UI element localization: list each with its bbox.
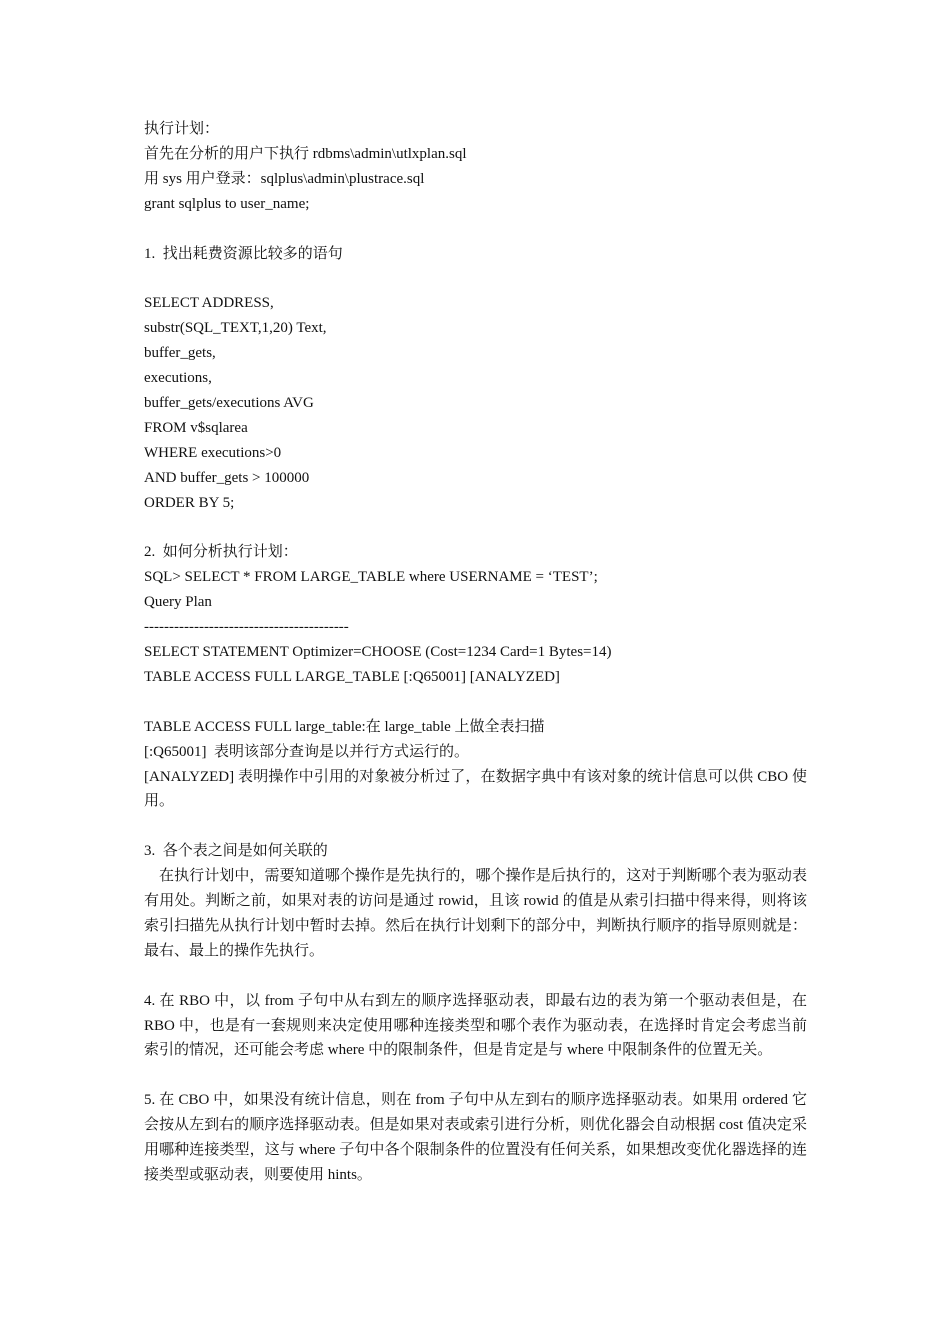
- spacer: [144, 690, 807, 715]
- plan-line: SELECT STATEMENT Optimizer=CHOOSE (Cost=1234 Card=1 Bytes=14): [144, 643, 612, 660]
- sql-line: substr(SQL_TEXT,1,20) Text,: [144, 320, 327, 337]
- sql-line: executions,: [144, 370, 212, 387]
- document-page: [144, 117, 807, 1188]
- sql-line: AND buffer_gets > 100000: [144, 469, 310, 486]
- section-2-heading: 2. 如何分析执行计划：: [144, 544, 298, 561]
- plan-note: [ANALYZED] 表明操作中引用的对象被分析过了，在数据字典中有该对象的统计信息可以供 CBO 使用。: [144, 768, 807, 810]
- section-4-body: 4. 在 RBO 中，以 from 子句中从右到左的顺序选择驱动表，即最右边的表为第一个驱动表但是，在 RBO 中，也是有一套规则来决定使用哪种连接类型和哪个表作为驱动表，在选择时肯定会考虑当前索引的情况，还可能会考虑 where 中的限制条件，但是肯定是与 where 中限制条件的位置无关。: [144, 992, 807, 1059]
- section-3-heading: 3. 各个表之间是如何关联的: [144, 843, 328, 860]
- intro-title: 执行计划：: [144, 121, 220, 137]
- sql-line: ORDER BY 5;: [144, 494, 235, 511]
- plan-line: SQL> SELECT * FROM LARGE_TABLE where USERNAME = ‘TEST’;: [144, 569, 598, 586]
- intro-line: 用 sys 用户登录：sqlplus\admin\plustrace.sql: [144, 170, 425, 187]
- section-3-body: 在执行计划中，需要知道哪个操作是先执行的，哪个操作是后执行的，这对于判断哪个表为驱动表有用处。判断之前，如果对表的访问是通过 rowid，且该 rowid 的值是从索引扫描中得来得，则将该索引扫描先从执行计划中暂时去掉。然后在执行计划剩下的部分中，判断执行顺序的指导原则就是：最右、最上的操作先执行。: [144, 868, 807, 959]
- spacer: [144, 266, 807, 291]
- spacer: [144, 515, 807, 540]
- plan-note: TABLE ACCESS FULL large_table:在 large_table 上做全表扫描: [144, 718, 545, 735]
- intro-line: 首先在分析的用户下执行 rdbms\admin\utlxplan.sql: [144, 145, 467, 162]
- plan-line: TABLE ACCESS FULL LARGE_TABLE [:Q65001] [ANALYZED]: [144, 668, 560, 685]
- spacer: [144, 217, 807, 242]
- section-5-body: 5. 在 CBO 中，如果没有统计信息，则在 from 子句中从左到右的顺序选择驱动表。如果用 ordered 它会按从左到右的顺序选择驱动表。但是如果对表或索引进行分析，则优化器会自动根据 cost 值决定采用哪种连接类型，这与 where 子句中各个限制条件的位置没有任何关系，如果想改变优化器选择的连接类型或驱动表，则要使用 hints。: [144, 1092, 807, 1183]
- section-1-heading: 1. 找出耗费资源比较多的语句: [144, 245, 343, 262]
- sql-line: SELECT ADDRESS,: [144, 295, 274, 312]
- intro-line: grant sqlplus to user_name;: [144, 195, 310, 212]
- plan-line: Query Plan: [144, 594, 212, 611]
- sql-line: buffer_gets,: [144, 345, 216, 362]
- sql-line: FROM v$sqlarea: [144, 419, 248, 436]
- spacer: [144, 1063, 807, 1088]
- plan-note: [:Q65001] 表明该部分查询是以并行方式运行的。: [144, 743, 469, 760]
- spacer: [144, 964, 807, 989]
- spacer: [144, 814, 807, 839]
- sql-line: WHERE executions>0: [144, 444, 282, 461]
- plan-divider: -----------------------------------------: [144, 619, 349, 636]
- sql-line: buffer_gets/executions AVG: [144, 394, 314, 411]
